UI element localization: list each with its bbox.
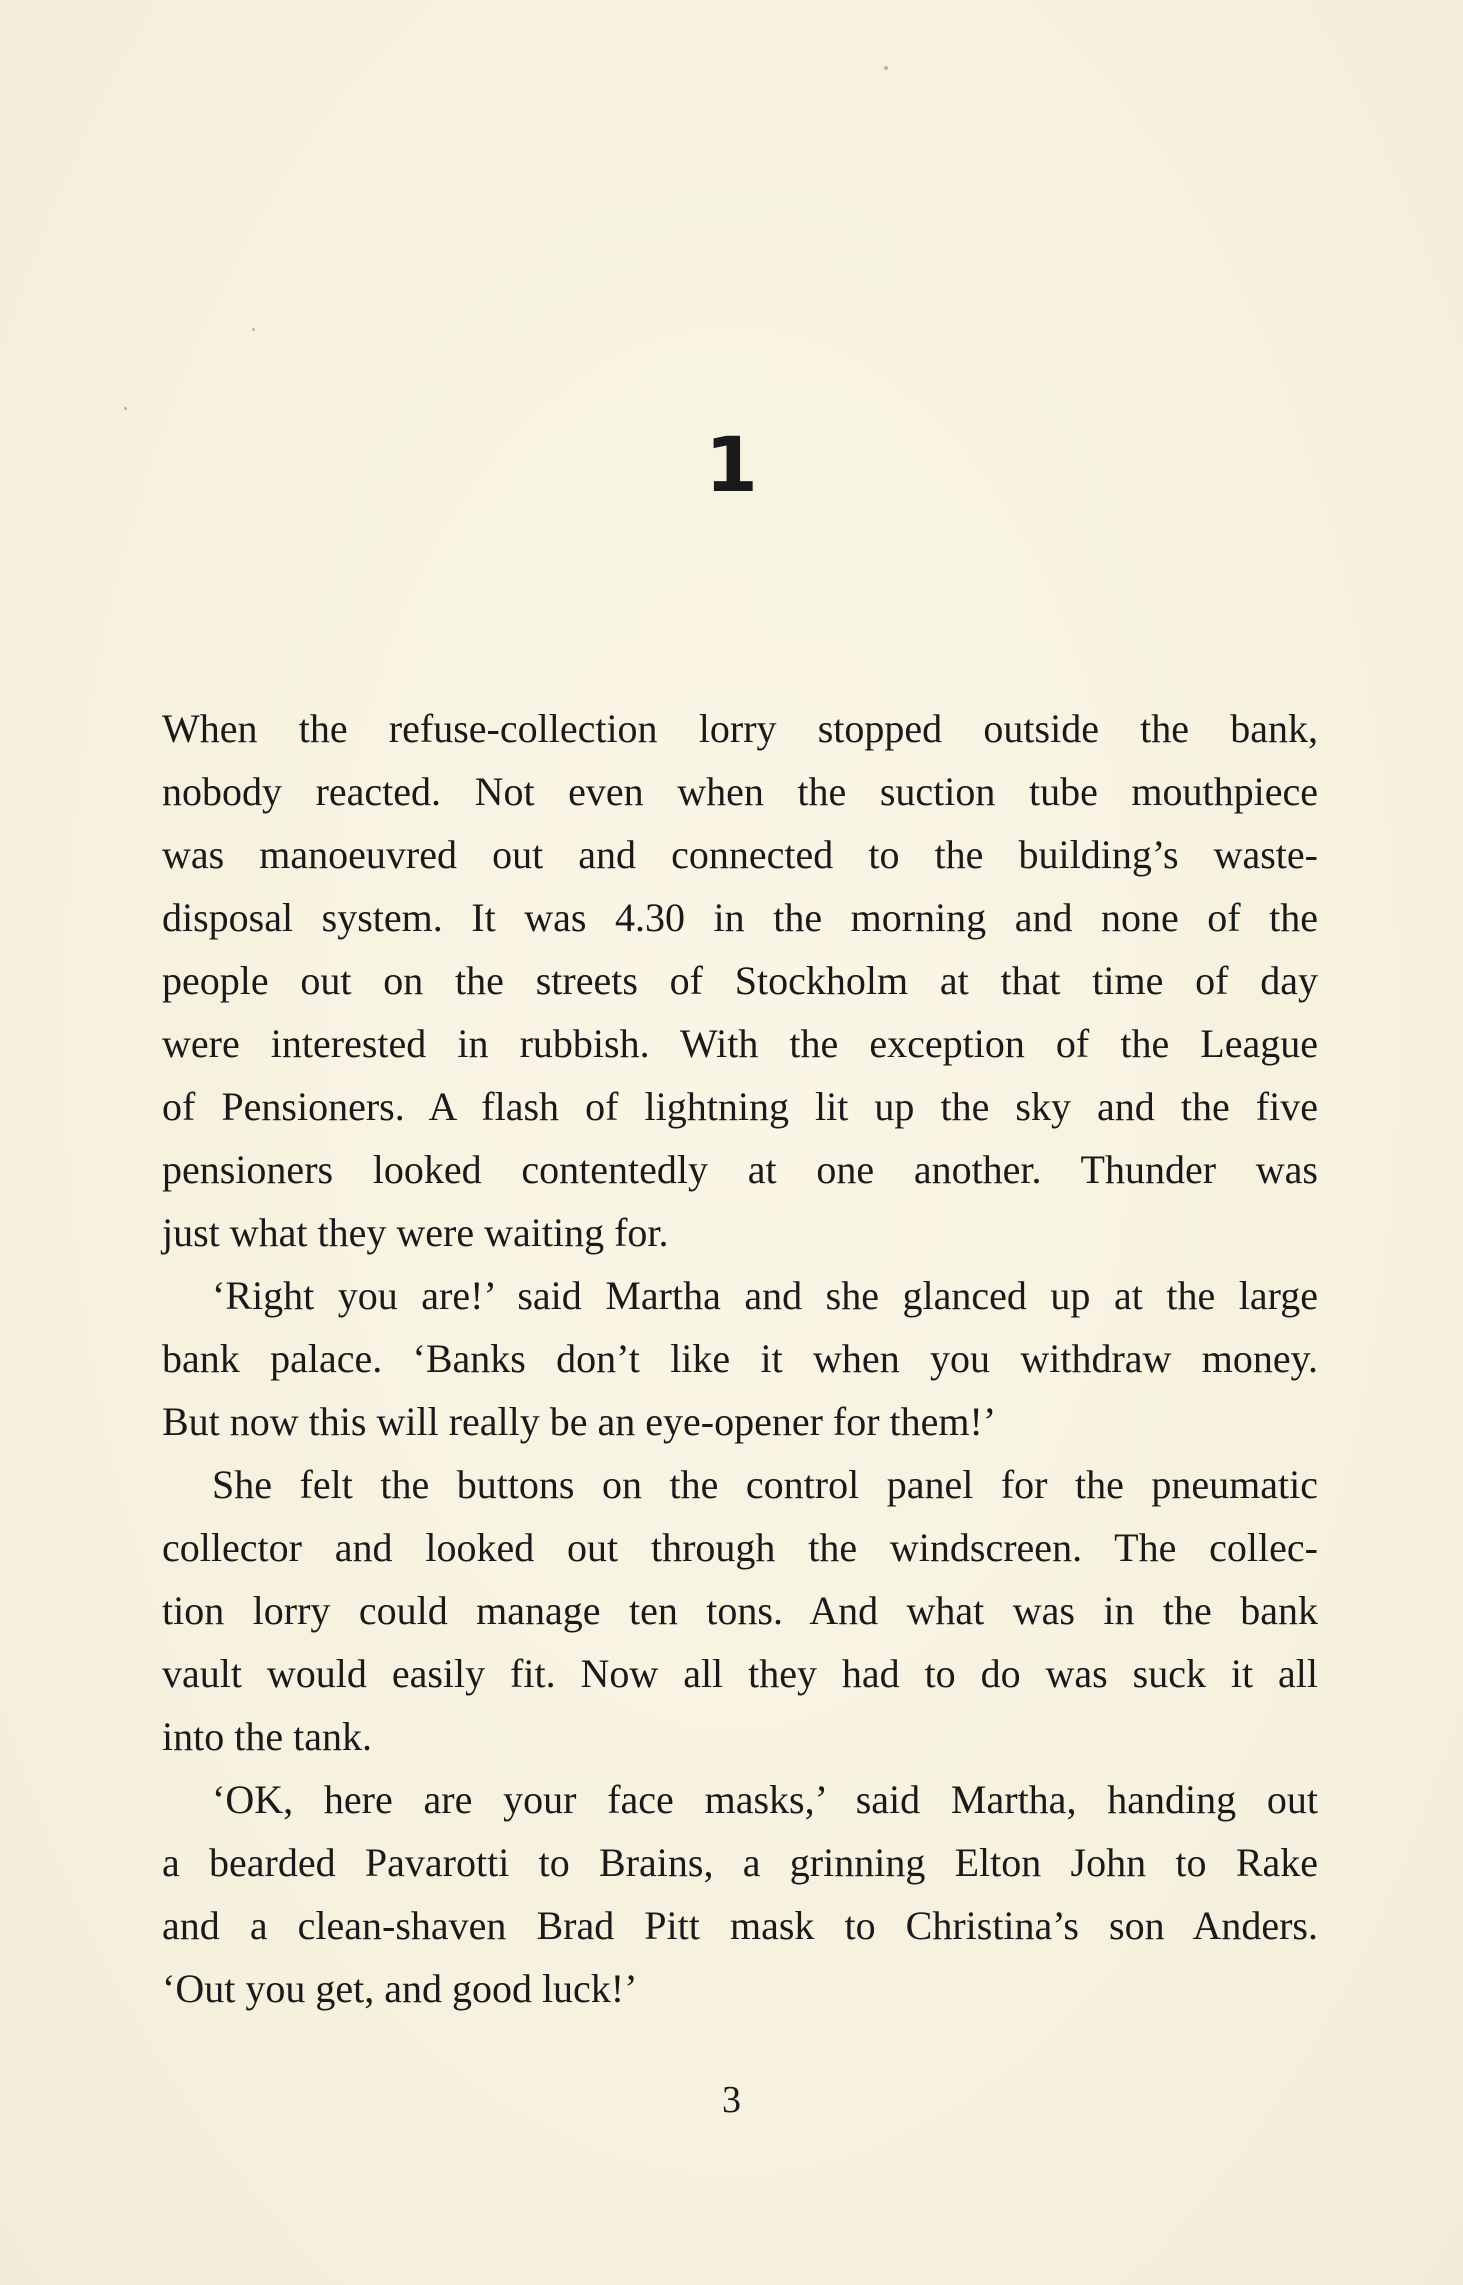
text-line: ‘OK, here are your face masks,’ said Martha, handing out [212,1777,1318,1822]
chapter-body [162,697,1318,2020]
text-line: just what they were waiting for. [162,1210,669,1255]
paper-speck [884,66,888,70]
page-number: 3 [722,2079,741,2121]
text-line: pensioners looked contentedly at one another. Thunder was [162,1147,1318,1192]
text-line: collector and looked out through the windscreen. The collec- [162,1525,1318,1570]
text-line: nobody reacted. Not even when the suction tube mouthpiece [162,769,1318,814]
paper-speck [252,328,255,331]
text-line: of Pensioners. A flash of lightning lit up the sky and the five [162,1084,1318,1129]
paragraph [162,1264,1318,1453]
text-line: ‘Right you are!’ said Martha and she glanced up at the large [212,1273,1318,1318]
text-line: But now this will really be an eye-opener for them!’ [162,1399,997,1444]
text-line: She felt the buttons on the control panel for the pneumatic [212,1462,1318,1507]
text-line: vault would easily fit. Now all they had to do was suck it all [162,1651,1318,1696]
text-line: were interested in rubbish. With the exception of the League [162,1021,1318,1066]
text-line: disposal system. It was 4.30 in the morning and none of the [162,895,1318,940]
paper-speck [124,407,127,410]
text-line: When the refuse-collection lorry stopped outside the bank, [162,706,1318,751]
text-line: bank palace. ‘Banks don’t like it when you withdraw money. [162,1336,1318,1381]
text-line: people out on the streets of Stockholm at that time of day [162,958,1318,1003]
paragraph [162,1768,1318,2020]
text-line: and a clean-shaven Brad Pitt mask to Christina’s son Anders. [162,1903,1318,1948]
text-line: into the tank. [162,1714,372,1759]
text-line: tion lorry could manage ten tons. And what was in the bank [162,1588,1318,1633]
text-line: a bearded Pavarotti to Brains, a grinning Elton John to Rake [162,1840,1318,1885]
text-line: was manoeuvred out and connected to the building’s waste- [162,832,1318,877]
paragraph [162,697,1318,1264]
paragraph [162,1453,1318,1768]
chapter-number: 1 [705,420,758,509]
text-line: ‘Out you get, and good luck!’ [162,1966,638,2011]
